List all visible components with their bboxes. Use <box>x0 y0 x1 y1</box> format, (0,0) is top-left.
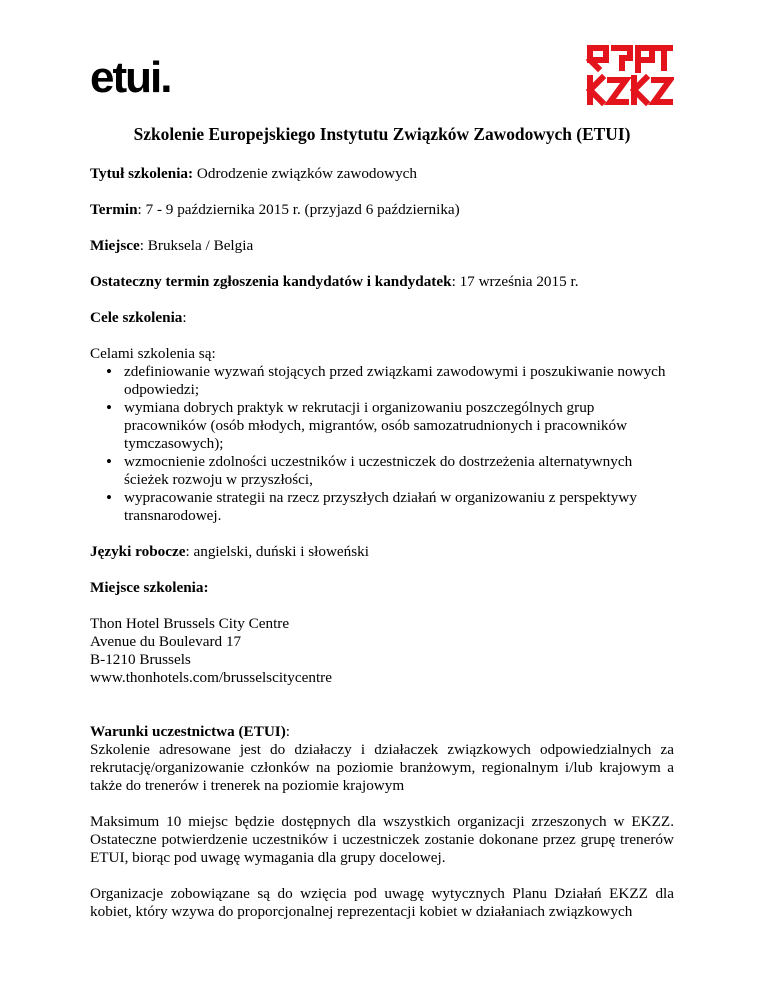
training-title-label: Tytuł szkolenia: <box>90 165 194 182</box>
languages-value: : angielski, duński i słoweński <box>185 543 369 560</box>
goals-colon: : <box>182 309 187 326</box>
ekzz-logo <box>586 44 674 108</box>
place-line <box>90 237 674 255</box>
place-label: Miejsce <box>90 237 140 254</box>
list-item: • wzmocnienie zdolności uczestników i uczestniczek do dostrzeżenia alternatywnych ścieżek rozwoju w przyszłości, <box>90 453 674 489</box>
conditions-label: Warunki uczestnictwa (ETUI) <box>90 723 286 740</box>
document-body <box>90 125 674 939</box>
place-value: : Bruksela / Belgia <box>139 237 254 254</box>
etui-logo-text: etui. <box>90 54 171 98</box>
conditions-colon: : <box>285 723 290 740</box>
list-item: • wymiana dobrych praktyk w rekrutacji i organizowaniu poszczególnych grup pracowników (osób młodych, migrantów, osób samozatrudnionych i pracowników tymczasowych); <box>90 399 674 453</box>
conditions-paragraph-2: Maksimum 10 miejsc będzie dostępnych dla wszystkich organizacji zrzeszonych w EKZZ. Ostateczne potwierdzenie uczestników i uczestniczek zostanie dokonane przez grupę trenerów ETUI, biorąc pod uwagę wymagania dla grupy docelowej. <box>90 813 674 866</box>
languages-line <box>90 543 674 561</box>
venue-heading: Miejsce szkolenia: <box>90 579 209 596</box>
deadline-line <box>90 273 674 291</box>
address-line: Avenue du Boulevard 17 <box>90 633 242 650</box>
term-line <box>90 201 674 219</box>
conditions-paragraph-1: Szkolenie adresowane jest do działaczy i działaczek związkowych odpowiedzialnych za rekrutację/organizowanie członków na poziomie branżowym, regionalnym i/lub krajowym a także do trenerów i trenerek na poziomie krajowym <box>90 741 674 794</box>
languages-label: Języki robocze <box>90 543 186 560</box>
etui-logo <box>90 54 202 98</box>
venue-url: www.thonhotels.com/brusselscitycentre <box>90 669 332 686</box>
goals-intro: Celami szkolenia są: <box>90 345 216 362</box>
training-title-value: Odrodzenie związków zawodowych <box>193 165 418 182</box>
term-label: Termin <box>90 201 138 218</box>
address-line: Thon Hotel Brussels City Centre <box>90 615 290 632</box>
goals-heading <box>90 309 674 327</box>
conditions-paragraph-3: Organizacje zobowiązane są do wzięcia pod uwagę wytycznych Planu Działań EKZZ dla kobiet, który wzywa do proporcjonalnej reprezentacji kobiet w działaniach związkowych <box>90 885 674 920</box>
training-title-line <box>90 165 674 183</box>
goals-list <box>90 363 674 525</box>
address-line: B-1210 Brussels <box>90 651 191 668</box>
goals-label: Cele szkolenia <box>90 309 183 326</box>
list-item: • zdefiniowanie wyzwań stojących przed związkami zawodowymi i poszukiwanie nowych odpowiedzi; <box>90 363 674 399</box>
deadline-value: : 17 września 2015 r. <box>451 273 579 290</box>
term-value: : 7 - 9 października 2015 r. (przyjazd 6 października) <box>137 201 460 218</box>
conditions-heading <box>90 723 674 741</box>
deadline-label: Ostateczny termin zgłoszenia kandydatów i kandydatek <box>90 273 452 290</box>
list-item: • wypracowanie strategii na rzecz przyszłych działań w organizowaniu z perspektywy transnarodowej. <box>90 489 674 525</box>
document-title: Szkolenie Europejskiego Instytutu Związków Zawodowych (ETUI) <box>133 124 631 144</box>
